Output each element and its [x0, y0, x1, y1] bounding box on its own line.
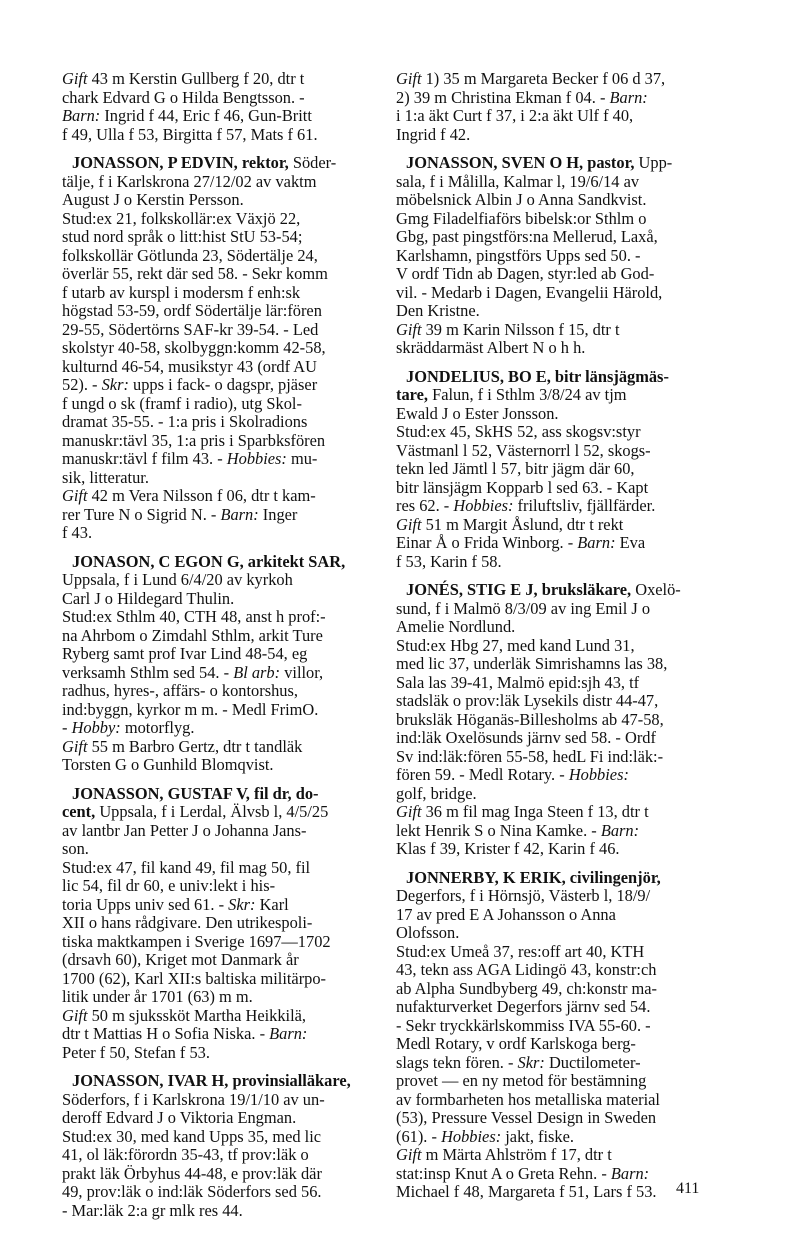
biography-entry	[396, 154, 722, 358]
entry-line: f ungd o sk (framf i radio), utg Skol-	[62, 393, 302, 413]
biography-entry	[62, 1072, 388, 1220]
entry-line: Västmanl l 52, Västernorrl l 52, skogs-	[396, 440, 651, 460]
entry-line: August J o Kerstin Persson.	[62, 190, 244, 209]
entry-line: Gbg, past pingstförs:na Mellerud, Laxå,	[396, 227, 658, 246]
entry-line: f 43.	[62, 523, 93, 542]
entry-line: manuskr:tävl f film 43. - Hobbies: mu-	[62, 449, 318, 468]
entry-line: i 1:a äkt Curt f 37, i 2:a äkt Ulf f 40,	[396, 106, 634, 125]
entry-line: - Sekr tryckkärlskommiss IVA 55-60. -	[396, 1015, 651, 1035]
entry-line: Carl J o Hildegard Thulin.	[62, 588, 235, 608]
entry-line: f 49, Ulla f 53, Birgitta f 57, Mats f 61.	[62, 124, 318, 144]
entry-line: Stud:ex Umeå 37, res:off art 40, KTH	[396, 941, 645, 961]
entry-line: Stud:ex 45, SkHS 52, ass skogsv:styr	[396, 422, 641, 441]
entry-line: fören 59. - Medl Rotary. - Hobbies:	[396, 765, 629, 784]
entry-line: JONASSON, IVAR H, provinsialläkare,	[72, 1071, 351, 1090]
entry-line: (61). - Hobbies: jakt, fiske.	[396, 1126, 574, 1146]
entry-line: möbelsnick Albin J o Anna Sandkvist.	[396, 190, 647, 209]
entry-line: dtr t Mattias H o Sofia Niska. - Barn:	[62, 1024, 308, 1043]
biography-entry	[396, 581, 722, 859]
entry-line: Degerfors, f i Hörnsjö, Västerb l, 18/9/	[396, 886, 651, 905]
biography-entry	[396, 368, 722, 572]
entry-line: prakt läk Örbyhus 44-48, e prov:läk där	[62, 1163, 322, 1183]
entry-line: 52). - Skr: upps i fack- o dagspr, pjäser	[62, 375, 318, 394]
entry-line: Ryberg samt prof Ivar Lind 48-54, eg	[62, 644, 308, 663]
biography-entry	[396, 70, 722, 144]
entry-line: Ewald J o Ester Jonsson.	[396, 403, 559, 423]
entry-line: Peter f 50, Stefan f 53.	[62, 1042, 210, 1062]
entry-line: f 53, Karin f 58.	[396, 551, 502, 571]
entry-line: ind:läk Oxelösunds järnv sed 58. - Ordf	[396, 728, 656, 747]
entry-line: JONNERBY, K ERIK, civilingenjör,	[406, 867, 661, 887]
entry-line: Gift 42 m Vera Nilsson f 06, dtr t kam-	[62, 486, 316, 505]
entry-line: deroff Edvard J o Viktoria Engman.	[62, 1108, 297, 1127]
entry-line: Michael f 48, Margareta f 51, Lars f 53.	[396, 1182, 657, 1201]
entry-line: - Mar:läk 2:a gr mlk res 44.	[62, 1200, 243, 1220]
entry-line: överlär 55, rekt där sed 58. - Sekr komm	[62, 264, 328, 283]
entry-line: JONÉS, STIG E J, bruksläkare, Oxelö-	[406, 580, 681, 599]
entry-line: 1700 (62), Karl XII:s baltiska militärpo-	[62, 968, 327, 988]
entry-line: Gift 50 m sjukssköt Martha Heikkilä,	[62, 1005, 307, 1025]
entry-line: Gift 43 m Kerstin Gullberg f 20, dtr t	[62, 69, 305, 88]
entry-line: lekt Henrik S o Nina Kamke. - Barn:	[396, 820, 640, 840]
entry-line: tälje, f i Karlskrona 27/12/02 av vaktm	[62, 171, 317, 191]
entry-line: cent, Uppsala, f i Lerdal, Älvsb l, 4/5/25	[62, 802, 329, 821]
entry-line: skräddarmäst Albert N o h h.	[396, 338, 586, 357]
entry-line: 29-55, Södertörns SAF-kr 39-54. - Led	[62, 319, 319, 339]
entry-line: JONASSON, GUSTAF V, fil dr, do-	[72, 783, 319, 803]
entry-line: bruksläk Höganäs-Billesholms ab 47-58,	[396, 709, 664, 729]
entry-line: radhus, hyres-, affärs- o kontorshus,	[62, 681, 298, 700]
entry-line: Uppsala, f i Lund 6/4/20 av kyrkoh	[62, 570, 293, 589]
entry-line: Gift 1) 35 m Margareta Becker f 06 d 37,	[396, 69, 666, 88]
entry-line: dramat 35-55. - 1:a pris i Skolradions	[62, 412, 308, 431]
entry-line: nufakturverket Degerfors järnv sed 54.	[396, 997, 651, 1016]
entry-line: JONASON, C EGON G, arkitekt SAR,	[72, 551, 346, 571]
entry-line: Klas f 39, Krister f 42, Karin f 46.	[396, 839, 620, 858]
entry-line: Olofsson.	[396, 923, 460, 942]
entry-line: XII o hans rådgivare. Den utrikespoli-	[62, 913, 313, 932]
entry-line: Gift 55 m Barbro Gertz, dtr t tandläk	[62, 736, 303, 756]
entry-line: folkskollär Götlunda 23, Södertälje 24,	[62, 245, 318, 265]
entry-line: 2) 39 m Christina Ekman f 04. - Barn:	[396, 87, 648, 107]
entry-line: Stud:ex 47, fil kand 49, fil mag 50, fil	[62, 857, 311, 877]
entry-line: sund, f i Malmö 8/3/09 av ing Emil J o	[396, 598, 651, 618]
entry-line: stadsläk o prov:läk Lysekils distr 44-47,	[396, 691, 659, 710]
page-number: 411	[676, 1180, 700, 1197]
entry-line: Gift 39 m Karin Nilsson f 15, dtr t	[396, 319, 620, 339]
entry-line: högstad 53-59, ordf Södertälje lär:fören	[62, 301, 322, 320]
entry-line: - Hobby: motorflyg.	[62, 718, 195, 737]
entry-line: (drsavh 60), Kriget mot Danmark år	[62, 950, 299, 969]
entry-line: son.	[62, 839, 89, 858]
entry-line: 49, prov:läk o ind:läk Söderfors sed 56.	[62, 1182, 322, 1201]
entry-line: Amelie Nordlund.	[396, 617, 516, 636]
entry-line: Gift m Märta Ahlström f 17, dtr t	[396, 1145, 612, 1164]
entry-line: (53), Pressure Vessel Design in Sweden	[396, 1108, 657, 1127]
entry-line: bitr länsjägm Kopparb l sed 63. - Kapt	[396, 477, 649, 497]
entry-line: stud nord språk o litt:hist StU 53-54;	[62, 227, 303, 246]
entry-line: JONDELIUS, BO E, bitr länsjägmäs-	[406, 366, 669, 386]
entry-line: Karlshamn, pingstförs Upps sed 50. -	[396, 245, 641, 265]
entry-line: med lic 37, underläk Simrishamns las 38,	[396, 654, 668, 673]
entry-line: 43, tekn ass AGA Lidingö 43, konstr:ch	[396, 960, 657, 979]
entry-line: kulturnd 46-54, musikstyr 43 (ordf AU	[62, 356, 317, 376]
entry-line: Gift 51 m Margit Åslund, dtr t rekt	[396, 514, 624, 534]
entry-line: sala, f i Målilla, Kalmar l, 19/6/14 av	[396, 171, 640, 191]
entry-line: verksamh Sthlm sed 54. - Bl arb: villor,	[62, 662, 324, 682]
entry-line: vil. - Medarb i Dagen, Evangelii Härold,	[396, 282, 663, 302]
entry-line: Stud:ex 30, med kand Upps 35, med lic	[62, 1126, 322, 1146]
entry-line: skolstyr 40-58, skolbyggn:komm 42-58,	[62, 338, 326, 357]
entry-line: manuskr:tävl 35, 1:a pris i Sparbksfören	[62, 430, 326, 450]
entry-line: res 62. - Hobbies: friluftsliv, fjällfärder.	[396, 496, 656, 515]
biography-entry	[62, 785, 388, 1063]
entry-line: ab Alpha Sundbyberg 49, ch:konstr ma-	[396, 978, 658, 998]
entry-line: slags tekn fören. - Skr: Ductilometer-	[396, 1052, 641, 1072]
entry-line: Stud:ex Sthlm 40, CTH 48, anst h prof:-	[62, 607, 326, 626]
biography-entry	[62, 553, 388, 775]
entry-line: av formbarheten hos metalliska material	[396, 1089, 660, 1109]
entry-line: Einar Å o Frida Winborg. - Barn: Eva	[396, 533, 646, 552]
entry-line: na Ahrbom o Zimdahl Sthlm, arkit Ture	[62, 625, 323, 645]
entry-line: litik under år 1701 (63) m m.	[62, 987, 253, 1006]
entry-line: Sv ind:läk:fören 55-58, hedL Fi ind:läk:-	[396, 746, 664, 766]
entry-line: 17 av pred E A Johansson o Anna	[396, 904, 616, 924]
entry-line: JONASSON, P EDVIN, rektor, Söder-	[72, 153, 337, 172]
left-column	[62, 70, 388, 1220]
entry-line: f utarb av kurspl i modersm f enh:sk	[62, 282, 301, 302]
entry-line: chark Edvard G o Hilda Bengtsson. -	[62, 87, 305, 107]
entry-line: Barn: Ingrid f 44, Eric f 46, Gun-Britt	[62, 106, 312, 125]
right-column	[396, 70, 722, 1202]
entry-line: Gift 36 m fil mag Inga Steen f 13, dtr t	[396, 802, 649, 821]
entry-line: Ingrid f 42.	[396, 124, 471, 144]
entry-line: Medl Rotary, v ordf Karlskoga berg-	[396, 1034, 636, 1053]
entry-line: toria Upps univ sed 61. - Skr: Karl	[62, 894, 289, 914]
entry-line: stat:insp Knut A o Greta Rehn. - Barn:	[396, 1163, 650, 1183]
biography-entry	[396, 869, 722, 1202]
entry-line: 41, ol läk:förordn 35-43, tf prov:läk o	[62, 1145, 309, 1164]
entry-line: Gmg Filadelfiaförs bibelsk:or Sthlm o	[396, 208, 647, 228]
biography-entry	[62, 70, 388, 144]
entry-line: ind:byggn, kyrkor m m. - Medl FrimO.	[62, 699, 319, 719]
entry-line: rer Ture N o Sigrid N. - Barn: Inger	[62, 504, 298, 524]
entry-line: tekn led Jämtl l 57, bitr jägm där 60,	[396, 459, 635, 478]
entry-line: Stud:ex Hbg 27, med kand Lund 31,	[396, 635, 635, 655]
entry-line: Den Kristne.	[396, 301, 480, 320]
entry-line: Söderfors, f i Karlskrona 19/1/10 av un-	[62, 1089, 325, 1109]
entry-line: JONASSON, SVEN O H, pastor, Upp-	[406, 153, 673, 172]
entry-line: tare, Falun, f i Sthlm 3/8/24 av tjm	[396, 385, 627, 404]
entry-line: provet — en ny metod för bestämning	[396, 1071, 647, 1090]
entry-line: golf, bridge.	[396, 783, 477, 803]
entry-line: Sala las 39-41, Malmö epid:sjh 43, tf	[396, 672, 640, 692]
entry-line: tiska maktkampen i Sverige 1697—1702	[62, 931, 331, 951]
entry-line: av lantbr Jan Petter J o Johanna Jans-	[62, 820, 307, 840]
entry-line: Stud:ex 21, folkskollär:ex Växjö 22,	[62, 208, 301, 228]
entry-line: lic 54, fil dr 60, e univ:lekt i his-	[62, 876, 276, 895]
entry-line: sik, litteratur.	[62, 467, 149, 487]
entry-line: V ordf Tidn ab Dagen, styr:led ab God-	[396, 264, 655, 283]
biography-entry	[62, 154, 388, 543]
entry-line: Torsten G o Gunhild Blomqvist.	[62, 755, 274, 774]
